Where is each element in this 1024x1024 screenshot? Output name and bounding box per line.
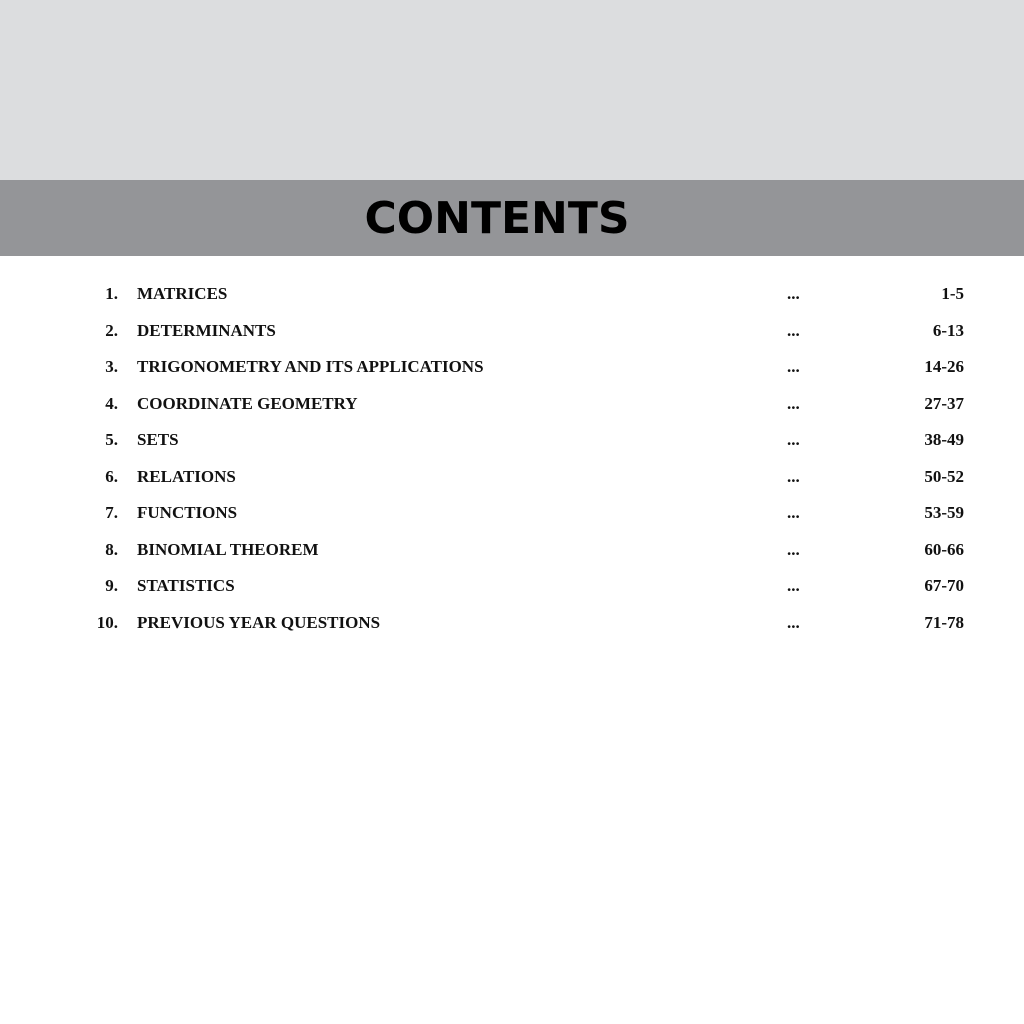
toc-entry-leader: ... xyxy=(787,466,800,486)
toc-entry-pages: 27-37 xyxy=(924,393,964,413)
toc-entry-title: RELATIONS xyxy=(137,466,236,486)
top-band xyxy=(0,0,1024,180)
toc-entry-pages: 50-52 xyxy=(924,466,964,486)
toc-entry xyxy=(0,276,1024,313)
toc-entry-pages: 67-70 xyxy=(924,576,964,595)
toc-entry xyxy=(0,459,1024,496)
toc-entry-title: TRIGONOMETRY AND ITS APPLICATIONS xyxy=(137,357,484,376)
toc-entry xyxy=(0,605,1024,642)
toc-entry-title: MATRICES xyxy=(137,284,228,303)
toc-entry-leader: ... xyxy=(787,320,800,340)
toc-entry-pages: 14-26 xyxy=(924,357,964,376)
toc-entry-title: BINOMIAL THEOREM xyxy=(137,539,319,559)
toc-entry xyxy=(0,349,1024,386)
toc-entry-leader: ... xyxy=(787,503,800,522)
toc-entry-number: 6. xyxy=(105,466,118,486)
toc-entry-title: PREVIOUS YEAR QUESTIONS xyxy=(137,612,381,632)
toc-entry-title: FUNCTIONS xyxy=(137,503,238,522)
toc-entry xyxy=(0,386,1024,423)
toc-entry-leader: ... xyxy=(787,539,800,559)
toc-entry xyxy=(0,568,1024,605)
toc-entry xyxy=(0,532,1024,569)
toc-entry-number: 5. xyxy=(105,430,118,449)
toc-entry xyxy=(0,313,1024,350)
toc-entry-number: 7. xyxy=(105,503,118,522)
toc-entry-number: 9. xyxy=(105,576,118,595)
toc-entry-leader: ... xyxy=(787,612,800,632)
toc-entry-number: 2. xyxy=(105,320,118,340)
toc-entry-leader: ... xyxy=(787,576,800,595)
toc-entry-title: SETS xyxy=(137,430,179,449)
toc-entry-pages: 53-59 xyxy=(924,503,964,522)
toc-entry-pages: 1-5 xyxy=(941,284,964,303)
toc-entry-title: STATISTICS xyxy=(137,576,235,595)
toc-entry xyxy=(0,495,1024,532)
toc-entry-leader: ... xyxy=(787,357,800,376)
toc-entry-number: 1. xyxy=(105,284,118,303)
page-title: CONTENTS xyxy=(364,193,630,244)
toc-entry xyxy=(0,422,1024,459)
toc-entry-pages: 71-78 xyxy=(924,612,964,632)
toc-entry-pages: 38-49 xyxy=(924,430,964,449)
toc-entry-pages: 60-66 xyxy=(924,539,964,559)
toc-entry-number: 10. xyxy=(96,612,118,632)
toc-entry-title: DETERMINANTS xyxy=(137,320,276,340)
toc-entry-pages: 6-13 xyxy=(932,320,964,340)
toc-entry-title: COORDINATE GEOMETRY xyxy=(137,393,358,413)
toc-entry-leader: ... xyxy=(787,430,800,449)
toc-entry-number: 8. xyxy=(105,539,118,559)
toc-entry-number: 3. xyxy=(105,357,118,376)
table-of-contents xyxy=(0,276,1024,641)
toc-entry-number: 4. xyxy=(105,393,118,413)
toc-entry-leader: ... xyxy=(787,393,800,413)
toc-entry-leader: ... xyxy=(787,284,800,303)
